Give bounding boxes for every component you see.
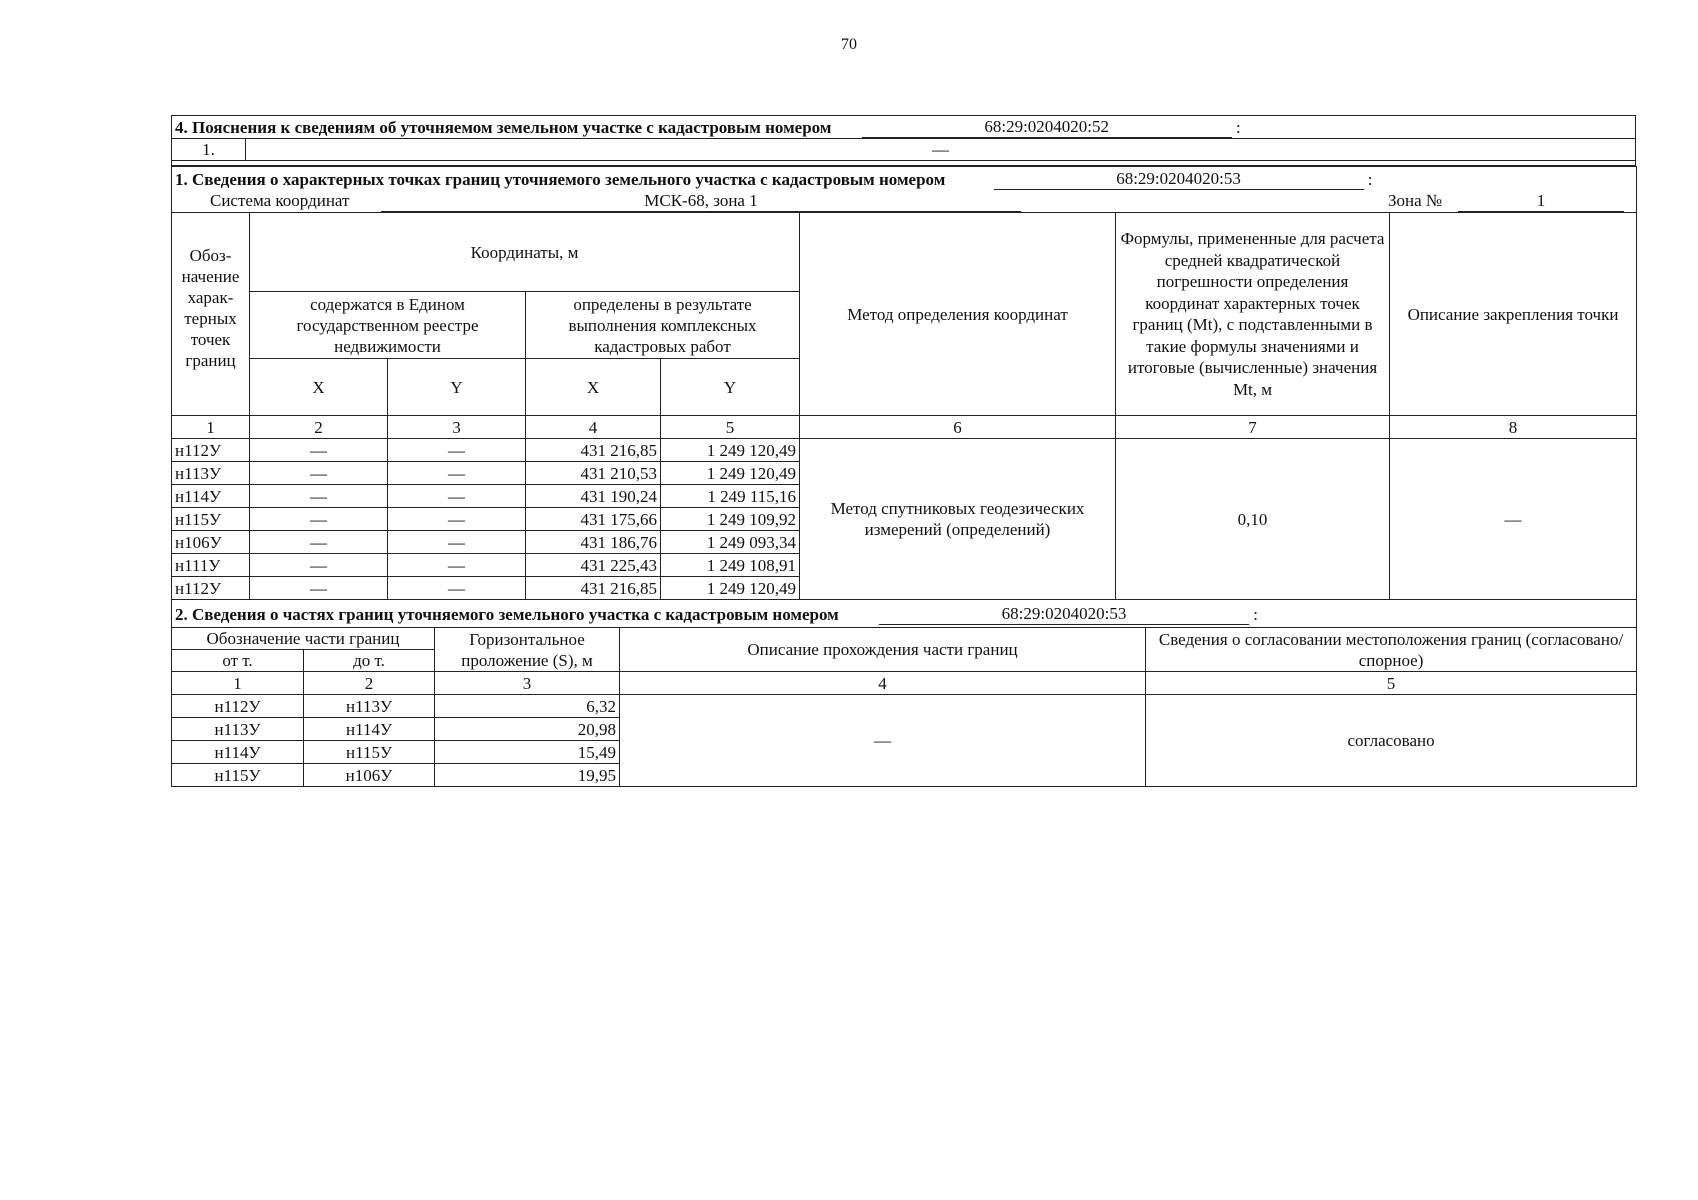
col-number: 2 bbox=[304, 672, 435, 695]
section4-cadastral-number: 68:29:0204020:52 bbox=[862, 116, 1232, 138]
method-value: Метод спутниковых геодезических измерений (определений) bbox=[800, 439, 1116, 600]
zone-label: Зона № bbox=[1388, 191, 1443, 210]
point-x-egrn: — bbox=[250, 462, 388, 485]
point-y-egrn: — bbox=[388, 508, 526, 531]
point-y: 1 249 120,49 bbox=[661, 577, 800, 600]
col-number: 1 bbox=[172, 672, 304, 695]
header-y-kkr: Y bbox=[661, 359, 800, 416]
section1-header bbox=[172, 167, 1637, 213]
header-horizontal: Горизонтальное проложение (S), м bbox=[435, 628, 620, 672]
section4-header bbox=[172, 116, 1636, 139]
table-row bbox=[172, 695, 1637, 718]
part-s: 6,32 bbox=[435, 695, 620, 718]
page-number: 70 bbox=[841, 36, 857, 53]
point-y-egrn: — bbox=[388, 462, 526, 485]
part-to: н106У bbox=[304, 764, 435, 787]
section1-suffix: : bbox=[1367, 170, 1373, 189]
point-name: н113У bbox=[172, 462, 250, 485]
section1-table bbox=[171, 166, 1637, 600]
col-number: 4 bbox=[620, 672, 1146, 695]
point-y: 1 249 115,16 bbox=[661, 485, 800, 508]
coord-system-label: Система координат bbox=[210, 191, 350, 210]
col-number: 5 bbox=[1146, 672, 1637, 695]
header-agreement: Сведения о согласовании местоположения границ (согласовано/спорное) bbox=[1146, 628, 1637, 672]
cadastral-document bbox=[171, 115, 1636, 787]
point-name: н115У bbox=[172, 508, 250, 531]
section1-column-numbers bbox=[172, 416, 1637, 439]
col-number: 3 bbox=[435, 672, 620, 695]
point-y: 1 249 120,49 bbox=[661, 462, 800, 485]
part-from: н114У bbox=[172, 741, 304, 764]
fixing-value: — bbox=[1390, 439, 1637, 600]
section4-row-text: — bbox=[246, 139, 1636, 161]
mt-value: 0,10 bbox=[1116, 439, 1390, 600]
header-method: Метод определения координат bbox=[800, 213, 1116, 416]
header-to: до т. bbox=[304, 650, 435, 672]
section1-title: 1. Сведения о характерных точках границ уточняемого земельного участка с кадастровым номером bbox=[175, 170, 946, 189]
coord-system-value: МСК-68, зона 1 bbox=[381, 190, 1021, 212]
section2-table bbox=[171, 600, 1637, 787]
col-number: 2 bbox=[250, 416, 388, 439]
header-egrn: содержатся в Едином государственном реестре недвижимости bbox=[250, 292, 526, 359]
point-name: н112У bbox=[172, 439, 250, 462]
col-number: 4 bbox=[526, 416, 661, 439]
point-x: 431 186,76 bbox=[526, 531, 661, 554]
point-x-egrn: — bbox=[250, 577, 388, 600]
point-x-egrn: — bbox=[250, 508, 388, 531]
point-y: 1 249 108,91 bbox=[661, 554, 800, 577]
point-y: 1 249 093,34 bbox=[661, 531, 800, 554]
section2-header bbox=[172, 600, 1637, 628]
part-from: н113У bbox=[172, 718, 304, 741]
section4-suffix: : bbox=[1235, 118, 1241, 137]
header-x-egrn: X bbox=[250, 359, 388, 416]
point-y: 1 249 120,49 bbox=[661, 439, 800, 462]
header-kkr: определены в результате выполнения комплексных кадастровых работ bbox=[526, 292, 800, 359]
header-description: Описание прохождения части границ bbox=[620, 628, 1146, 672]
col-number: 3 bbox=[388, 416, 526, 439]
section4-row-num: 1. bbox=[172, 139, 246, 161]
section1-cadastral-number: 68:29:0204020:53 bbox=[994, 168, 1364, 190]
table-row bbox=[172, 439, 1637, 462]
point-name: н106У bbox=[172, 531, 250, 554]
part-to: н114У bbox=[304, 718, 435, 741]
section2-title: 2. Сведения о частях границ уточняемого земельного участка с кадастровым номером bbox=[175, 604, 839, 624]
col-number: 7 bbox=[1116, 416, 1390, 439]
col-number: 1 bbox=[172, 416, 250, 439]
col-number: 5 bbox=[661, 416, 800, 439]
point-y-egrn: — bbox=[388, 577, 526, 600]
point-x-egrn: — bbox=[250, 554, 388, 577]
part-s: 15,49 bbox=[435, 741, 620, 764]
header-x-kkr: X bbox=[526, 359, 661, 416]
header-fixing: Описание закрепления точки bbox=[1390, 213, 1637, 416]
header-formulas: Формулы, примененные для расчета средней квадратической погрешности определения координат характерных точек границ (Mt), с подставленными в такие формулы значениями и итоговые (вычисленные) значения Mt, м bbox=[1116, 213, 1390, 416]
header-designation: Обоз- начение харак- терных точек границ bbox=[172, 213, 250, 416]
section4-row bbox=[172, 139, 1636, 161]
section4-table bbox=[171, 115, 1636, 166]
point-name: н114У bbox=[172, 485, 250, 508]
part-s: 20,98 bbox=[435, 718, 620, 741]
point-x-egrn: — bbox=[250, 485, 388, 508]
point-x-egrn: — bbox=[250, 439, 388, 462]
header-part-designation: Обозначение части границ bbox=[172, 628, 435, 650]
header-y-egrn: Y bbox=[388, 359, 526, 416]
point-x: 431 225,43 bbox=[526, 554, 661, 577]
part-from: н112У bbox=[172, 695, 304, 718]
part-to: н113У bbox=[304, 695, 435, 718]
point-x-egrn: — bbox=[250, 531, 388, 554]
col-number: 6 bbox=[800, 416, 1116, 439]
part-to: н115У bbox=[304, 741, 435, 764]
point-name: н111У bbox=[172, 554, 250, 577]
section2-suffix: : bbox=[1253, 604, 1258, 624]
description-value: — bbox=[620, 695, 1146, 787]
header-from: от т. bbox=[172, 650, 304, 672]
point-x: 431 190,24 bbox=[526, 485, 661, 508]
point-y-egrn: — bbox=[388, 439, 526, 462]
point-y-egrn: — bbox=[388, 485, 526, 508]
section2-column-numbers bbox=[172, 672, 1637, 695]
point-x: 431 216,85 bbox=[526, 577, 661, 600]
point-y-egrn: — bbox=[388, 554, 526, 577]
point-name: н112У bbox=[172, 577, 250, 600]
col-number: 8 bbox=[1390, 416, 1637, 439]
point-y-egrn: — bbox=[388, 531, 526, 554]
zone-value: 1 bbox=[1458, 190, 1624, 212]
point-x: 431 210,53 bbox=[526, 462, 661, 485]
point-x: 431 216,85 bbox=[526, 439, 661, 462]
point-x: 431 175,66 bbox=[526, 508, 661, 531]
part-from: н115У bbox=[172, 764, 304, 787]
part-s: 19,95 bbox=[435, 764, 620, 787]
agreement-value: согласовано bbox=[1146, 695, 1637, 787]
header-coordinates: Координаты, м bbox=[250, 213, 800, 292]
point-y: 1 249 109,92 bbox=[661, 508, 800, 531]
section2-cadastral-number: 68:29:0204020:53 bbox=[879, 603, 1249, 625]
section4-title: 4. Пояснения к сведениям об уточняемом земельном участке с кадастровым номером bbox=[175, 118, 832, 137]
